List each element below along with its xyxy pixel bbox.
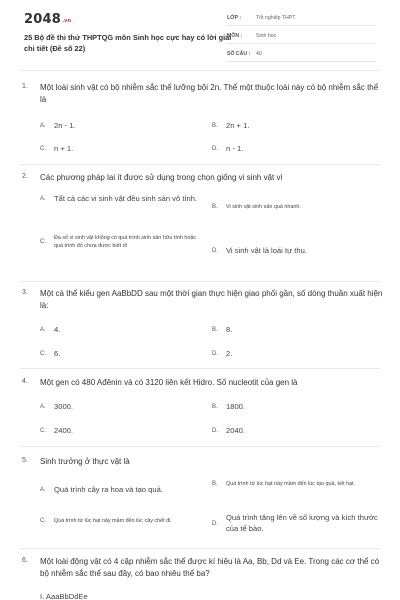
option-text: 2n + 1. [226,121,250,130]
meta-value: Tốt nghiệp THPT [256,15,296,21]
option-d[interactable] [212,426,245,437]
option-letter: D. [212,146,218,153]
question-number: 3. [22,289,28,296]
meta-value: Sinh học [256,33,277,39]
option-letter: B. [212,204,218,210]
option-a[interactable] [40,325,60,336]
option-letter: C. [40,428,46,435]
meta-label: MÔN : [227,33,243,39]
option-text: 2040. [226,426,246,435]
divider [20,70,380,71]
option-text: Tất cả các vi sinh vật đều sinh sản vô tính. [54,194,198,203]
meta-value: 40 [256,51,262,57]
option-letter: A. [40,196,46,203]
statement-text: I. AaaBbDdEe [40,592,88,600]
option-letter: C. [40,351,46,358]
question-text: Một gen có 480 Ađênin và có 3120 liên kết Hidro. Số nucleotit của gen là [40,378,298,387]
option-text: n + 1. [54,144,74,153]
option-letter: B. [212,404,218,411]
option-c[interactable] [40,144,73,155]
option-text: 1800. [226,402,246,411]
option-text: Quá trình tăng lên về số lượng và kích thước của tế bào. [226,513,378,533]
option-letter: B. [212,327,218,334]
option-text: Quá trình từ lúc hạt nảy mầm đến lúc cây chết đi. [54,518,172,524]
option-a[interactable] [40,121,76,132]
option-letter: B. [212,481,218,487]
option-text: 2n - 1. [54,121,76,130]
statement-item [40,592,88,600]
option-letter: A. [40,123,46,130]
site-logo[interactable] [24,12,71,27]
option-c[interactable] [40,426,73,437]
option-d[interactable] [212,349,232,360]
option-text: Đa số vi sinh vật không có quá trình sinh sản hữu tính hoặc quá trình đó chưa được biết rõ [54,235,197,249]
option-text: Quá trình từ lúc hạt nảy mầm đến lúc tạo quả, kết hạt. [226,481,356,487]
option-c[interactable] [40,517,205,525]
document-title: 25 Bộ đề thi thử THPTQG môn Sinh học cực hay có lời giải chi tiết (Đề số 22) [24,33,232,53]
question-number: 6. [22,557,28,564]
divider [20,281,380,282]
meta-row-class [226,13,376,26]
option-a[interactable] [40,485,205,496]
option-text: 2400. [54,426,74,435]
option-text: Quá trình cây ra hoa và tạo quả. [54,485,163,494]
option-letter: C. [40,518,46,524]
option-b[interactable] [212,203,387,211]
question-text: Một loài sinh vật có bộ nhiễm sắc thể lưỡng bội 2n. Thể một thuộc loài này có bộ nhiễm sắc thể là [40,83,379,104]
option-text: n - 1. [226,144,244,153]
option-letter: C. [40,239,46,245]
option-letter: C. [40,146,46,153]
meta-row-count [226,49,376,62]
option-d[interactable] [212,513,387,534]
option-text: 6. [54,349,61,358]
document-header [0,0,400,72]
option-letter: A. [40,327,46,334]
question-text: Sinh trưởng ở thực vật là [40,457,130,466]
option-letter: A. [40,404,46,411]
question-number: 2. [22,173,28,180]
option-b[interactable] [212,121,249,132]
meta-label: SỐ CÂU : [227,51,251,57]
meta-row-subject [226,31,376,44]
option-letter: D. [212,428,218,435]
logo-suffix: .vn [61,18,72,24]
option-b[interactable] [212,325,232,336]
document-meta [226,13,376,67]
option-a[interactable] [40,194,200,205]
meta-label: LỚP : [227,15,242,21]
option-letter: D. [212,248,218,255]
option-text: Vi sinh vật là loài tự thụ. [226,246,307,255]
divider [20,164,380,165]
option-b[interactable] [212,402,245,413]
option-letter: D. [212,351,218,358]
option-c[interactable] [40,349,60,360]
option-text: 2. [226,349,233,358]
option-text: Vi sinh vật sinh sản quá nhanh. [226,204,301,210]
question-number: 5. [22,457,28,464]
option-a[interactable] [40,402,73,413]
option-d[interactable] [212,144,243,155]
option-text: 8. [226,325,233,334]
question-text: Các phương pháp lai ít được sử dụng trong chọn giống vi sinh vật vì [40,173,283,182]
option-c[interactable] [40,234,205,250]
option-b[interactable] [212,480,382,488]
question-text: Một cá thể kiểu gen AaBbDD sau một thời gian thực hiện giao phối gần, số dòng thuần xuất hiện là: [40,289,383,310]
option-letter: A. [40,487,46,494]
option-letter: D. [212,520,218,527]
question-number: 1. [22,83,28,90]
logo-text: 2048 [24,12,61,27]
question-text: Một loài động vật có 4 cặp nhiễm sắc thể được kí hiệu là Aa, Bb, Dd và Ee. Trong các cơ thể có bộ nhiễm sắc thể sau đây, có bao nhiêu thể ba? [40,557,380,578]
divider [20,368,380,369]
question-number: 4. [22,378,28,385]
option-letter: B. [212,123,218,130]
divider [20,548,380,549]
option-text: 4. [54,325,61,334]
option-d[interactable] [212,246,387,257]
option-text: 3000. [54,402,74,411]
divider [20,446,380,447]
